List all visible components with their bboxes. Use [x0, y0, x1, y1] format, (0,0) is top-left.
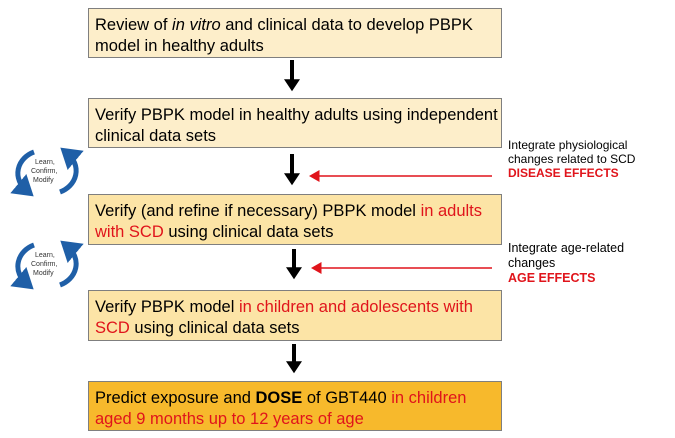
- step-develop-model: [88, 8, 502, 58]
- cycle-icon-1: [18, 152, 76, 192]
- step-1-pre: Review of: [95, 16, 173, 34]
- age-note-line1: Integrate age-related: [508, 241, 625, 255]
- step-3-post: using clinical data sets: [163, 223, 334, 241]
- disease-effects-note: [508, 138, 635, 180]
- step-1-post: and clinical data to develop PBPK model in healthy adults: [95, 16, 473, 55]
- age-effects-note: [508, 241, 624, 286]
- step-4-highlight: in children and adolescents with SCD: [95, 298, 473, 337]
- step-5-bold: DOSE: [255, 389, 303, 407]
- step-5-mid: of GBT440: [302, 389, 392, 407]
- step-2-text: Verify PBPK model in healthy adults using independent clinical data sets: [95, 106, 498, 145]
- step-4-post: using clinical data sets: [129, 319, 300, 337]
- step-verify-adults-scd: [88, 194, 502, 245]
- cycle-label-learn: Learn,: [35, 252, 55, 259]
- step-5-pre: Predict exposure and: [95, 389, 256, 407]
- disease-effects-label: DISEASE EFFECTS: [508, 166, 619, 180]
- cycle-label-confirm: Confirm,: [31, 168, 58, 175]
- cycle-label-modify: Modify: [33, 270, 54, 277]
- step-3-highlight: in adults with SCD: [95, 202, 483, 241]
- step-3-pre: Verify (and refine if necessary) PBPK model: [95, 202, 421, 220]
- step-1-italic: in vitro: [172, 16, 221, 34]
- cycle-label-learn: Learn,: [35, 159, 55, 166]
- disease-note-line2: changes related to SCD: [508, 152, 636, 166]
- cycle-label-modify: Modify: [33, 177, 54, 184]
- step-4-pre: Verify PBPK model: [95, 298, 239, 316]
- step-predict-dose: [88, 381, 502, 431]
- disease-note-line1: Integrate physiological: [508, 138, 628, 152]
- age-note-line2: changes: [508, 256, 556, 270]
- step-5-highlight: in children aged 9 months up to 12 years of age: [95, 389, 467, 428]
- step-verify-children-scd: [88, 290, 502, 341]
- step-verify-healthy-adults: [88, 98, 502, 148]
- age-effects-label: AGE EFFECTS: [508, 271, 596, 285]
- cycle-label-confirm: Confirm,: [31, 261, 58, 268]
- cycle-icon-2: [18, 245, 76, 285]
